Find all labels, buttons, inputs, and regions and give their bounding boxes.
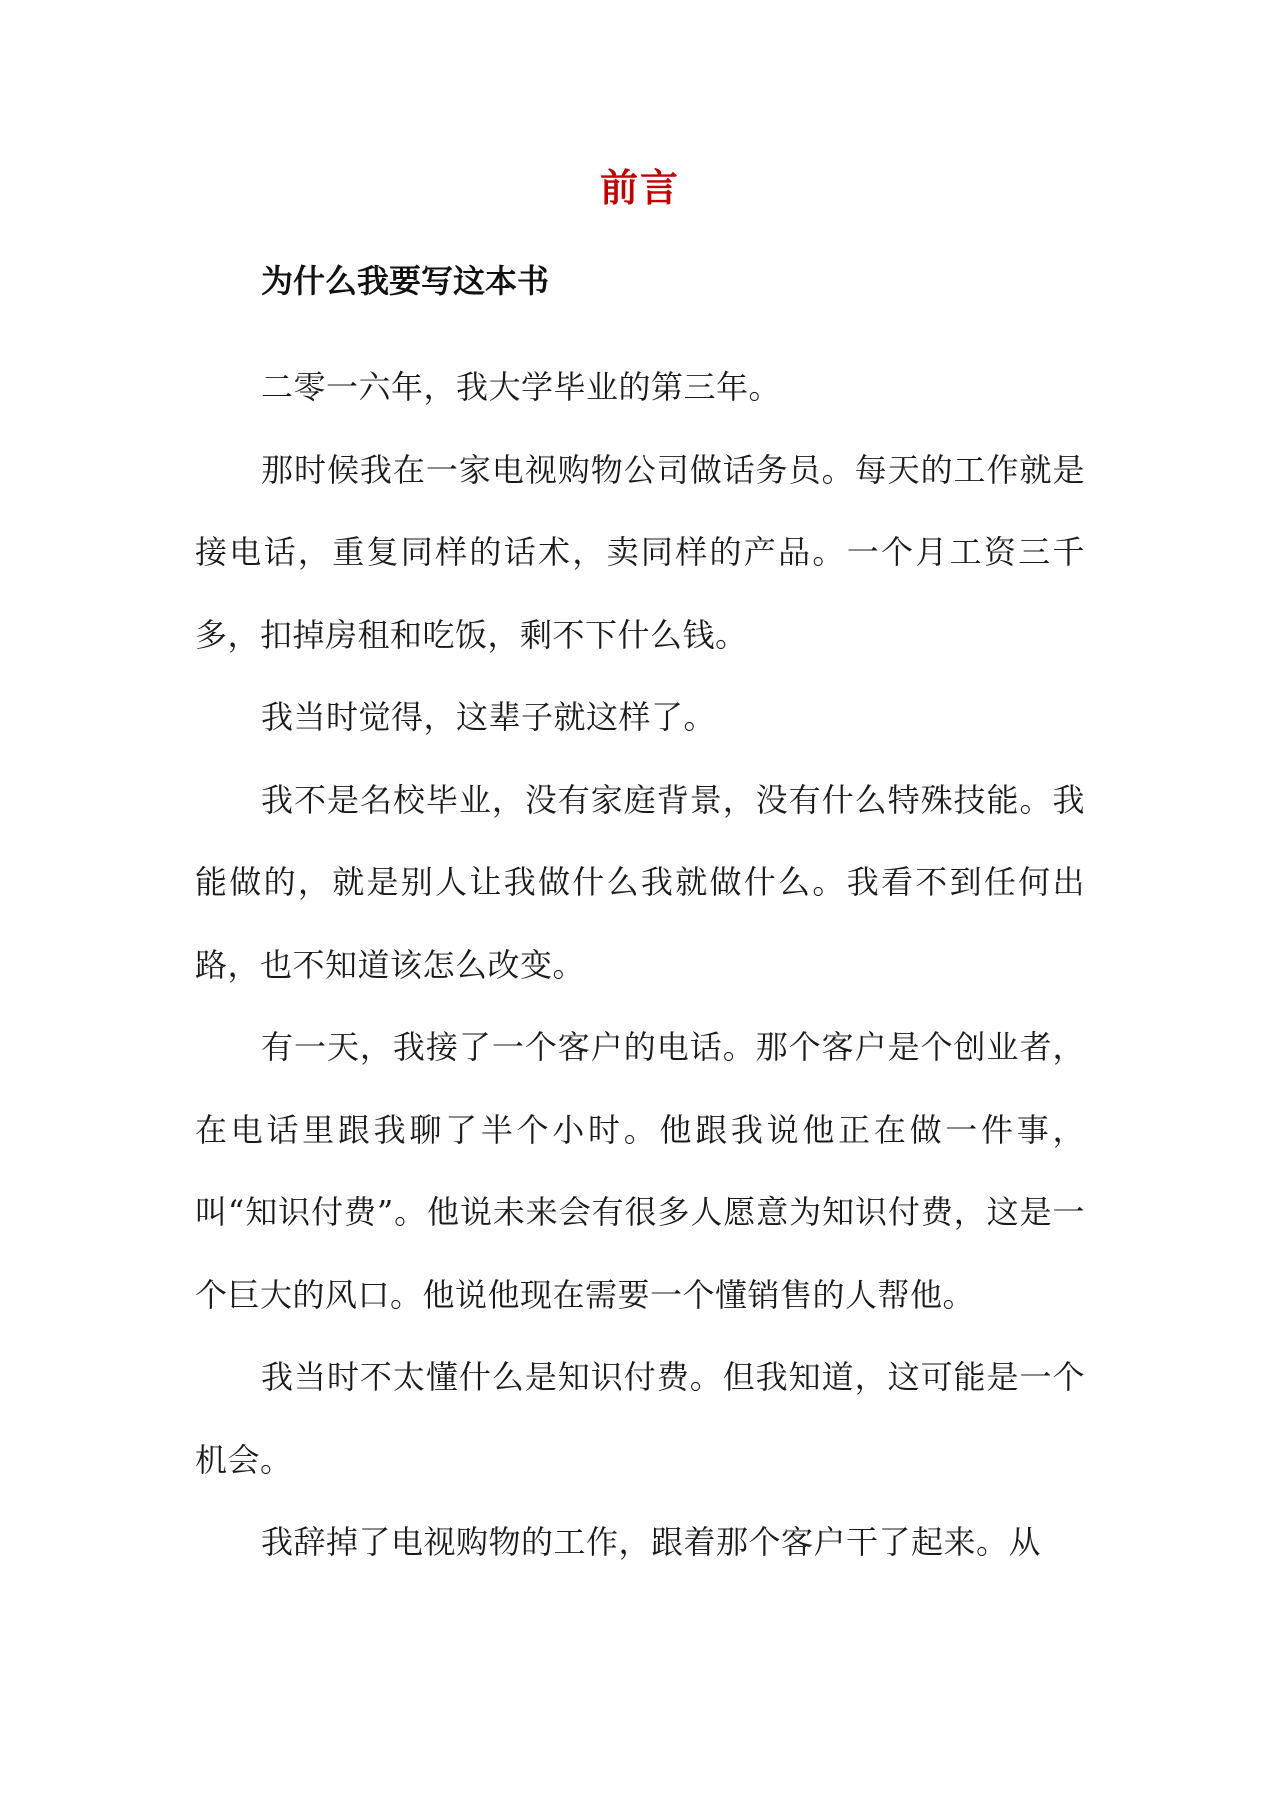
paragraph: 我辞掉了电视购物的工作，跟着那个客户干了起来。从 (261, 1523, 1042, 1561)
paragraph: 我当时觉得，这辈子就这样了。 (261, 698, 717, 736)
paragraph: 有一天，我接了一个客户的电话。那个客户是个创业者，在电话里跟我聊了半个小时。他跟我说他正在做一件事，叫“知识付费”。他说未来会有很多人愿意为知识付费，这是一个巨大的风口。他说他现在需要一个懂销售的人帮他。 (195, 1028, 1085, 1314)
paragraph: 我当时不太懂什么是知识付费。但我知道，这可能是一个机会。 (195, 1358, 1085, 1479)
paragraph: 那时候我在一家电视购物公司做话务员。每天的工作就是接电话，重复同样的话术，卖同样的产品。一个月工资三千多，扣掉房租和吃饭，剩不下什么钱。 (195, 450, 1085, 654)
paragraph: 二零一六年，我大学毕业的第三年。 (261, 368, 782, 406)
page-title: 前言 (599, 165, 680, 210)
section-heading: 为什么我要写这本书 (261, 262, 550, 300)
paragraph: 我不是名校毕业，没有家庭背景，没有什么特殊技能。我能做的，就是别人让我做什么我就做什么。我看不到任何出路，也不知道该怎么改变。 (195, 780, 1085, 984)
body-text (195, 346, 1085, 1584)
